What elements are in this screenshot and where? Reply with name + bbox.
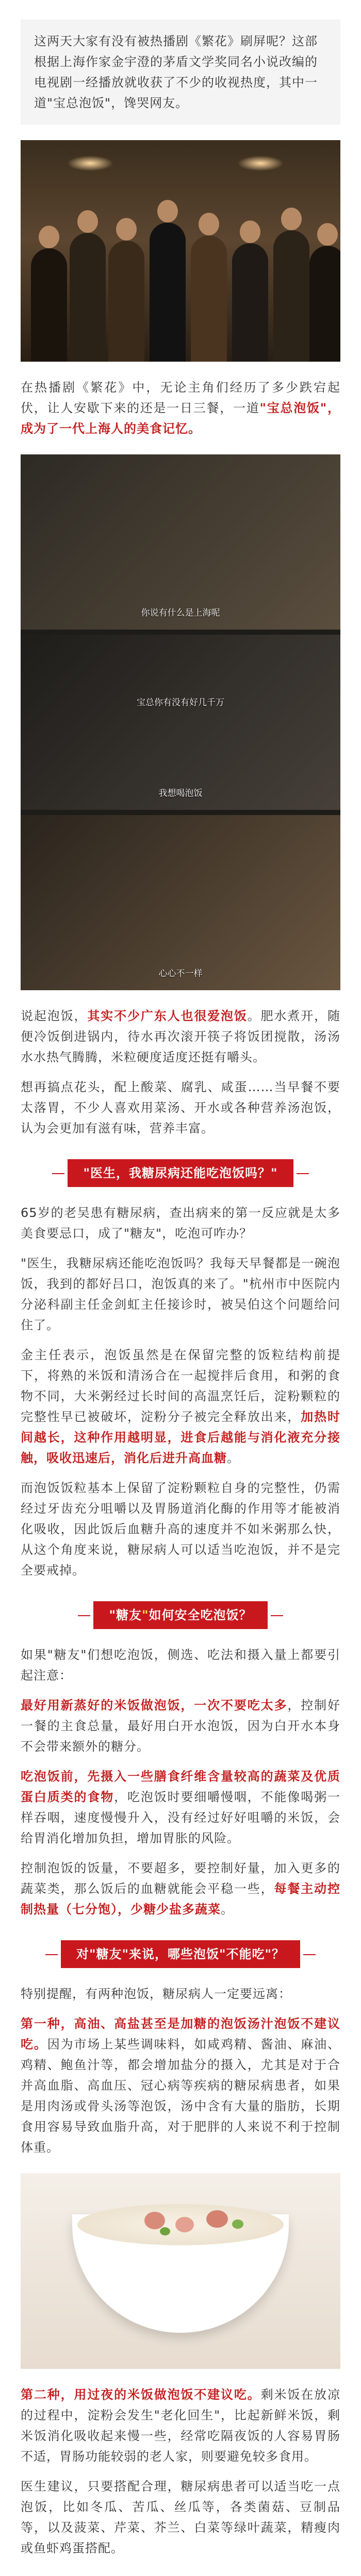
paragraph: 控制泡饭的饭量，不要超多，要控制好量，加入更多的蔬菜类，那么饭后的血糖就能会平稳一些，每餐主动控制热量（七分饱），少糖少盐多蔬菜。: [21, 1861, 341, 1917]
section-heading: "医生，我糖尿病还能吃泡饭吗？": [21, 1159, 340, 1187]
paragraph: 而泡饭饭粒基本上保留了淀粉颗粒自身的完整性，仍需经过牙齿充分咀嚼以及胃肠道消化酶的作用等才能被消化吸收，因此饭后血糖升高的速度并不如米粥那么快，从这个角度来说，糖尿病人可以适当吃泡饭，并不是完全要戒掉。: [21, 1481, 340, 1578]
greens: [160, 2227, 170, 2235]
still-panel-2: [21, 635, 340, 810]
paragraph: 金主任表示，泡饭虽然是在保留完整的饭粒结构前提下，将熟的米饭和清汤合在一起搅拌后食用，和粥的食物不同，大米粥经过长时间的高温烹饪后，淀粉颗粒的完整性早已被破坏，淀粉分子被完全释放出来，加热时间越长，这种作用越明显，进食后越能与消化液充分接触，吸收迅速后，消化后进升高血糖。: [21, 1348, 341, 1465]
drama-still-photo: [21, 140, 340, 362]
lamp-light: [237, 156, 284, 171]
still-panel-3: [21, 815, 340, 990]
intro-box: [21, 20, 340, 125]
paragraph: 想再搞点花头，配上酸菜、腐乳、咸蛋……当早餐不要太落胃，不少人喜欢用菜汤、开水或各种营养汤泡饭，认为会更加有滋有味，营养丰富。: [21, 1080, 340, 1136]
paragraph: 第二种，用过夜的米饭做泡饭不建议吃。剩米饭在放凉的过程中，淀粉会发生"老化回生"，比起新鲜米饭，剩米饭消化吸收起来慢一些，经常吃隔夜饭的人容易胃肠不适，胃肠功能较弱的老人家，则要避免较多食用。: [21, 2387, 341, 2464]
still-panel-1: [21, 454, 340, 630]
still-caption: 宝总你有没有好几千万: [137, 698, 224, 708]
greens: [232, 2219, 243, 2229]
paragraph: "医生，我糖尿病还能吃泡饭吗？我每天早餐都是一碗泡饭，我到的都好吕口，泡饭真的来了。"杭州市中医院内分泌科副主任金剑虹主任接诊时，被吴伯这个问题给问住了。: [21, 1256, 341, 1332]
paragraph: 在热播剧《繁花》中，无论主角们经历了多少跌宕起伏，让人安歇下来的还是一日三餐，一道"宝总泡饭"，成为了一代上海人的美食记忆。: [21, 380, 341, 436]
paragraph: 最好用新蒸好的米饭做泡饭，一次不要吃太多，控制好一餐的主食总量，最好用白开水泡饭，因为白开水本身不会带来额外的糖分。: [21, 1698, 340, 1754]
meat-piece: [206, 2210, 228, 2228]
paofan-bowl-photo: [21, 2173, 340, 2369]
lamp-light: [67, 156, 113, 171]
paragraph: 医生建议，只要搭配合理，糖尿病患者可以适当吃一点泡饭，比如冬瓜、苦瓜、丝瓜等，各类菌菇、豆制品等，以及菠菜、芹菜、芥兰、白菜等绿叶蔬菜，精瘦肉或鱼虾鸡蛋搭配。: [21, 2479, 340, 2555]
paragraph: 说起泡饭，其实不少广东人也很爱泡饭。肥水煮开，随便冷饭倒进锅内，待水再次滚开筷子将饭团搅散，汤汤水水热气腾腾，米粒硬度适度还挺有嚼头。: [21, 1009, 341, 1064]
paragraph: 如果"糖友"们想吃泡饭，侧选、吃法和摄入量上都要引起注意：: [21, 1648, 340, 1683]
still-caption: 心心不一样: [158, 969, 203, 979]
paragraph: 特别提醒，有两种泡饭，糖尿病人一定要远离：: [21, 1987, 291, 2001]
paragraph: 吃泡饭前，先摄入一些膳食纤维含量较高的蔬菜及优质蛋白质类的食物，吃泡饭时要细嚼慢咽，不能像喝粥一样吞咽，速度慢慢升入，没有经过好好咀嚼的米饭，会给胃消化增加负担，增加胃胀的风险。: [21, 1769, 341, 1845]
section-heading: "糖友"如何安全吃泡饭？: [21, 1601, 340, 1629]
intro-text: 这两天大家有没有被热播剧《繁花》刷屏呢？这部根据上海作家金宇澄的茅盾文学奖同名小说改编的电视剧一经播放就收获了不少的收视热度，其中一道"宝总泡饭"，馋哭网友。: [34, 34, 318, 110]
paragraph: 第一种，高油、高盐甚至是加糖的泡饭汤汁泡饭不建议吃。因为市场上某些调味料，如咸鸡精、酱油、麻油、鸡精、鲍鱼汁等，都会增加盐分的摄入，尤其是对于合并高血脂、高血压、冠心病等疾病的糖尿病患者，如果是用肉汤或骨头汤等泡饭，汤中含有大量的脂肪，长期食用容易导致血脂升高，对于肥胖的人来说不利于控制体重。: [21, 2016, 341, 2155]
still-caption: 我想喝泡饭: [158, 788, 203, 799]
still-caption: 你说有什么是上海呢: [141, 608, 220, 618]
meat-piece: [175, 2217, 194, 2232]
paragraph: 65岁的老吴患有糖尿病，查出病来的第一反应就是太多美食要忌口，成了"糖友"，吃泡可咋办？: [21, 1206, 340, 1241]
meat-piece: [144, 2212, 165, 2229]
drama-stills-collage: [21, 454, 340, 990]
section-heading: 对"糖友"来说，哪些泡饭"不能吃"？: [21, 1940, 340, 1968]
cast-group: [21, 207, 340, 362]
